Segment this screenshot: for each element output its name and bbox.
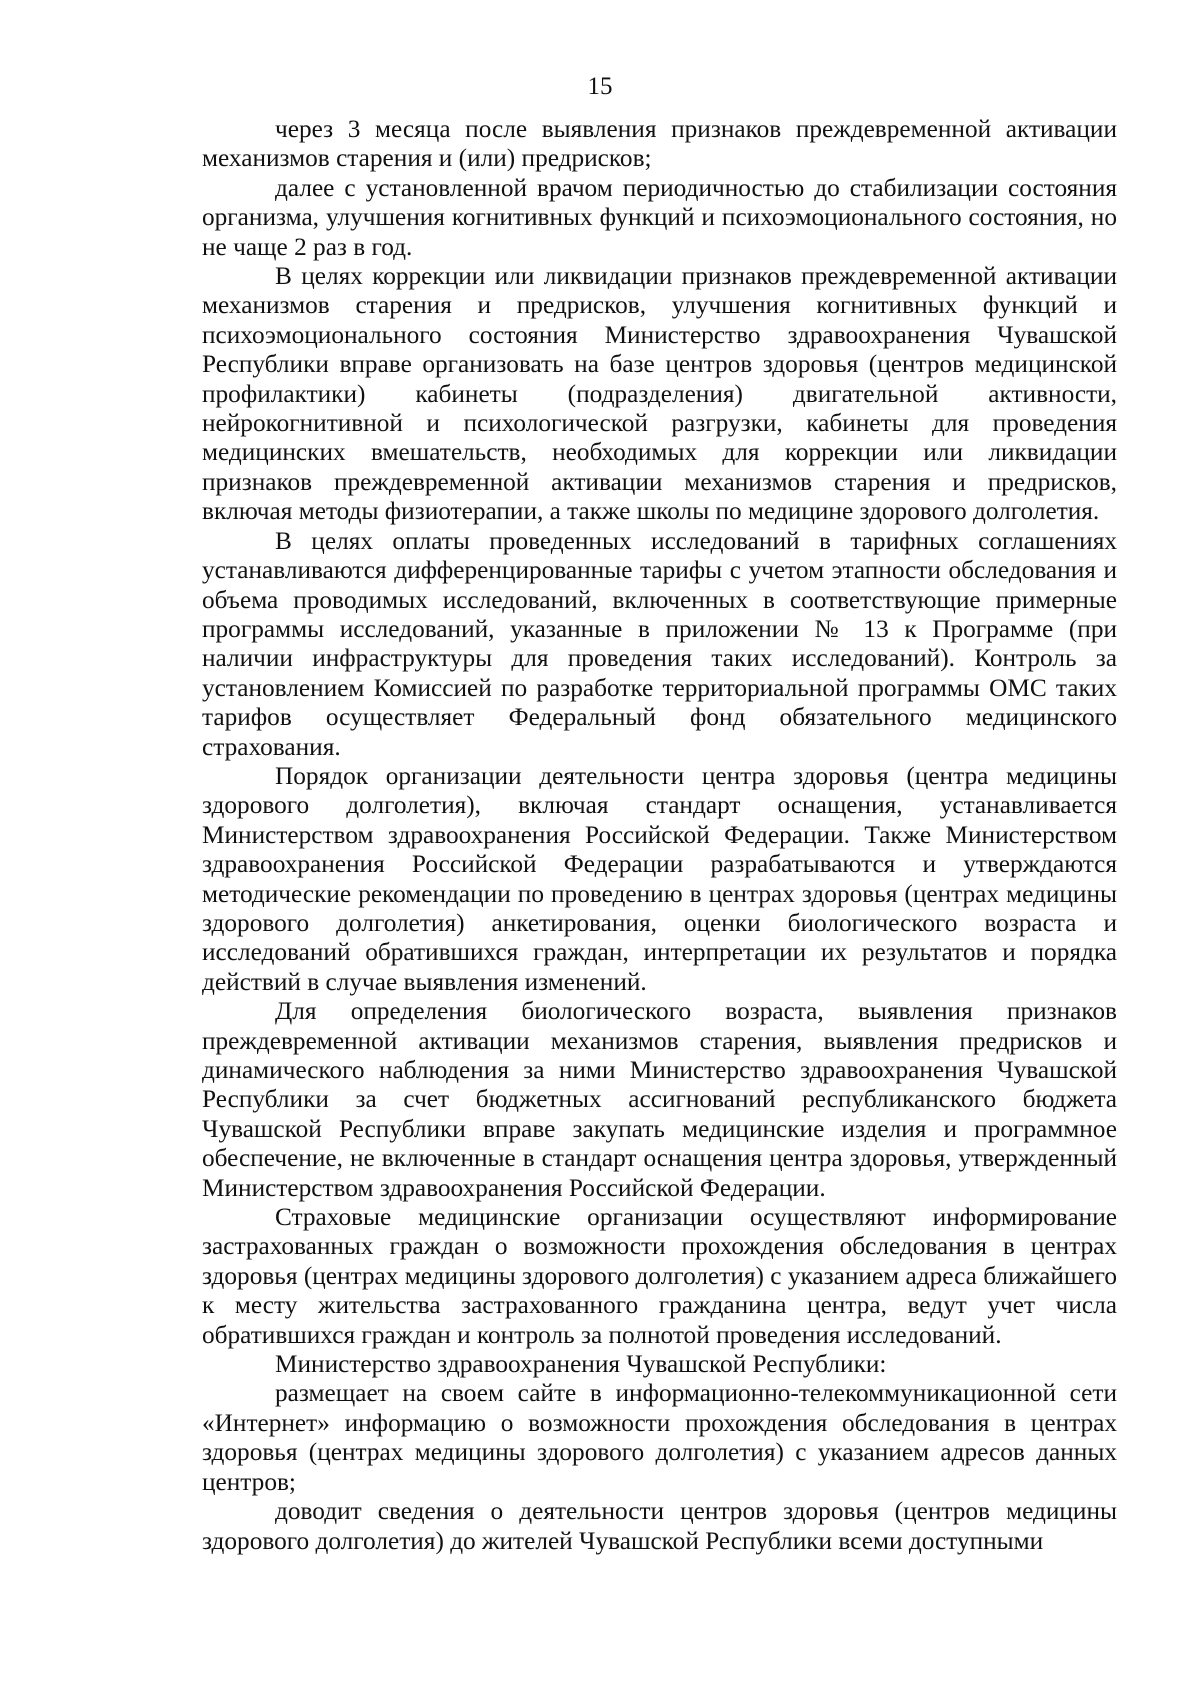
page-number: 15 — [587, 73, 613, 100]
document-body — [202, 115, 1117, 1556]
paragraph-organization-procedure: Порядок организации деятельности центра здоровья (центра медицины здорового долголетия), включая стандарт оснащения, устанавливается Министерством здравоохранения Российской Федерации. Также Министерством здравоохранения Российской Федерации разрабатываются и утверждаются методические рекомендации по проведению в центрах здоровья (центрах медицины здорового долголетия) анкетирования, оценки биологического возраста и исследований обратившихся граждан, интерпретации их результатов и порядка действий в случае выявления изменений. — [202, 761, 1117, 996]
paragraph-ministry-website: размещает на своем сайте в информационно-телекоммуникационной сети «Интернет» информацию о возможности прохождения обследования в центрах здоровья (центрах медицины здорового долголетия) с указанием адресов данных центров; — [202, 1379, 1117, 1496]
paragraph-biological-age: Для определения биологического возраста, выявления признаков преждевременной активации механизмов старения, выявления предрисков и динамического наблюдения за ними Министерство здравоохранения Чувашской Республики за счет бюджетных ассигнований республиканского бюджета Чувашской Республики вправе закупать медицинские изделия и программное обеспечение, не включенные в стандарт оснащения центра здоровья, утвержденный Министерством здравоохранения Российской Федерации. — [202, 997, 1117, 1202]
paragraph-correction-cabinets: В целях коррекции или ликвидации признаков преждевременной активации механизмов старения и предрисков, улучшения когнитивных функций и психоэмоционального состояния Министерство здравоохранения Чувашской Республики вправе организовать на базе центров здоровья (центров медицинской профилактики) кабинеты (подразделения) двигательной активности, нейрокогнитивной и психологической разгрузки, кабинеты для проведения медицинских вмешательств, необходимых для коррекции или ликвидации признаков преждевременной активации механизмов старения и предрисков, включая методы физиотерапии, а также школы по медицине здорового долголетия. — [202, 262, 1117, 526]
paragraph-ministry-information: доводит сведения о деятельности центров здоровья (центров медицины здорового долголетия) до жителей Чувашской Республики всеми доступными — [202, 1497, 1117, 1555]
paragraph-tariffs: В целях оплаты проведенных исследований в тарифных соглашениях устанавливаются дифференцированные тарифы с учетом этапности обследования и объема проводимых исследований, включенных в соответствующие примерные программы исследований, указанные в приложении № 13 к Программе (при наличии инфраструктуры для проведения таких исследований). Контроль за установлением Комиссией по разработке территориальной программы ОМС таких тарифов осуществляет Федеральный фонд обязательного медицинского страхования. — [202, 526, 1117, 761]
paragraph-follow-up-three-months: через 3 месяца после выявления признаков преждевременной активации механизмов старения и (или) предрисков; — [202, 115, 1117, 173]
paragraph-insurance-organizations: Страховые медицинские организации осуществляют информирование застрахованных граждан о возможности прохождения обследования в центрах здоровья (центрах медицины здорового долголетия) с указанием адреса ближайшего к месту жительства застрахованного гражданина центра, ведут учет числа обратившихся граждан и контроль за полнотой проведения исследований. — [202, 1203, 1117, 1349]
paragraph-ministry-heading: Министерство здравоохранения Чувашской Республики: — [275, 1350, 887, 1379]
paragraph-follow-up-periodicity: далее с установленной врачом периодичностью до стабилизации состояния организма, улучшения когнитивных функций и психоэмоционального состояния, но не чаще 2 раз в год. — [202, 173, 1117, 261]
